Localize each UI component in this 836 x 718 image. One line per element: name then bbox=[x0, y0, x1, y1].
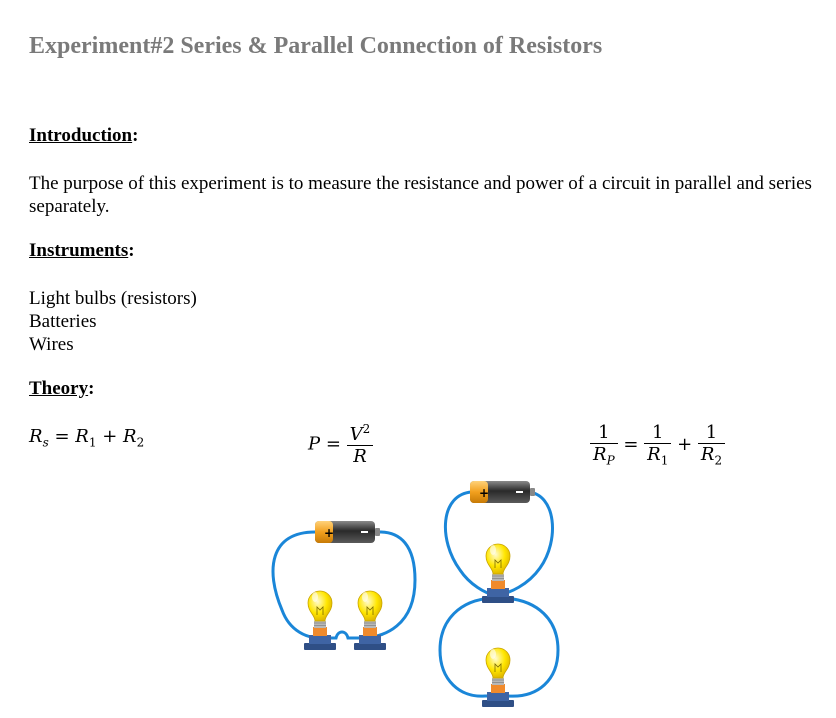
parallel-resistance-equation: $\frac{1}{R_P}$ = $\frac{1}{R_1}$ + $\frac{1}{R_2}$ bbox=[590, 422, 725, 468]
series-bulb-2 bbox=[354, 591, 386, 650]
parallel-circuit bbox=[440, 481, 558, 707]
theory-heading: Theory: bbox=[29, 378, 95, 399]
instruments-heading: Instruments: bbox=[29, 240, 135, 261]
parallel-bulb-2 bbox=[482, 648, 514, 707]
introduction-heading: Introduction: bbox=[29, 125, 139, 146]
page-title: Experiment#2 Series & Parallel Connection of Resistors bbox=[29, 33, 603, 59]
instrument-item: Wires bbox=[29, 334, 74, 355]
introduction-text: The purpose of this experiment is to measure the resistance and power of a circuit in parallel and series separately. bbox=[29, 173, 812, 217]
circuit-illustration: + bbox=[260, 470, 580, 714]
power-equation: P = $\frac{V^2}{R}$ bbox=[308, 422, 373, 467]
series-wire bbox=[273, 532, 415, 638]
instruments-list bbox=[29, 287, 197, 356]
series-bulb-1 bbox=[304, 591, 336, 650]
series-circuit bbox=[273, 521, 415, 650]
series-battery bbox=[315, 521, 380, 543]
instrument-item: Batteries bbox=[29, 311, 97, 332]
series-resistance-equation: $R_s = R_1 + R_2$ bbox=[29, 426, 145, 450]
parallel-battery bbox=[470, 481, 535, 503]
instrument-item: Light bulbs (resistors) bbox=[29, 288, 197, 309]
